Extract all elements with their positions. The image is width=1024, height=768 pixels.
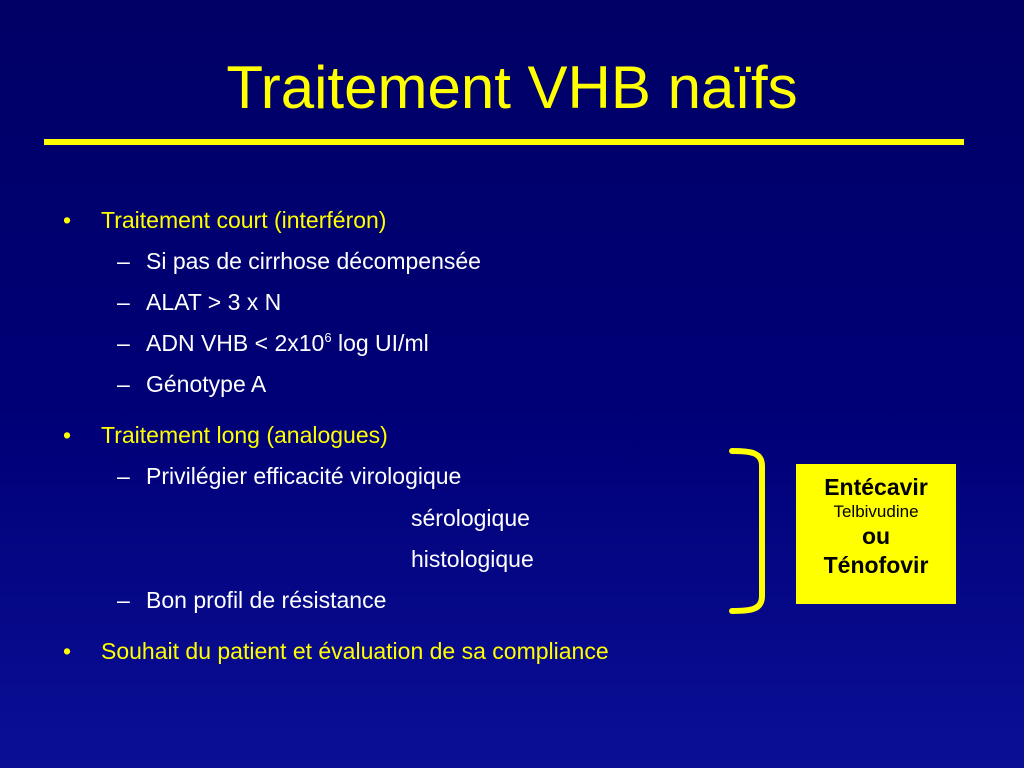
section2-heading: Traitement long (analogues) [101, 422, 388, 448]
dash-icon: – [117, 587, 130, 613]
slide-title: Traitement VHB naïfs [226, 54, 798, 121]
title-underline [44, 139, 964, 145]
adn-suffix: log UI/ml [331, 330, 429, 356]
section1-heading: Traitement court (interféron) [101, 207, 387, 233]
adn-base: ADN VHB < 2x10 [146, 330, 325, 356]
section1-item-genotype: Génotype A [146, 371, 267, 397]
dash-icon: – [117, 289, 130, 315]
bullet-icon: • [63, 422, 72, 448]
bullet-icon: • [63, 638, 72, 664]
drug-or-label: ou [861, 523, 891, 549]
adn-exponent: 6 [324, 330, 332, 345]
drug-entecavir: Entécavir [824, 474, 928, 500]
dash-icon: – [117, 463, 130, 489]
section2-item-histologique: histologique [411, 546, 534, 572]
section2-item-resistance: Bon profil de résistance [146, 587, 387, 613]
right-bracket-icon [728, 446, 772, 616]
dash-icon: – [117, 330, 130, 356]
dash-icon: – [117, 371, 130, 397]
section2-item-privilegier: Privilégier efficacité virologique [146, 463, 462, 489]
section2-item-serologique: sérologique [411, 505, 530, 531]
drug-tenofovir: Ténofovir [823, 552, 929, 578]
dash-icon: – [117, 248, 130, 274]
drug-telbivudine: Telbivudine [833, 502, 919, 521]
bullet-icon: • [63, 207, 72, 233]
section1-item-alat: ALAT > 3 x N [146, 289, 282, 315]
drug-options-box [796, 464, 956, 604]
section1-item-adn [146, 329, 429, 357]
section3-heading: Souhait du patient et évaluation de sa compliance [101, 638, 609, 664]
section1-item-cirrhose: Si pas de cirrhose décompensée [146, 248, 481, 274]
